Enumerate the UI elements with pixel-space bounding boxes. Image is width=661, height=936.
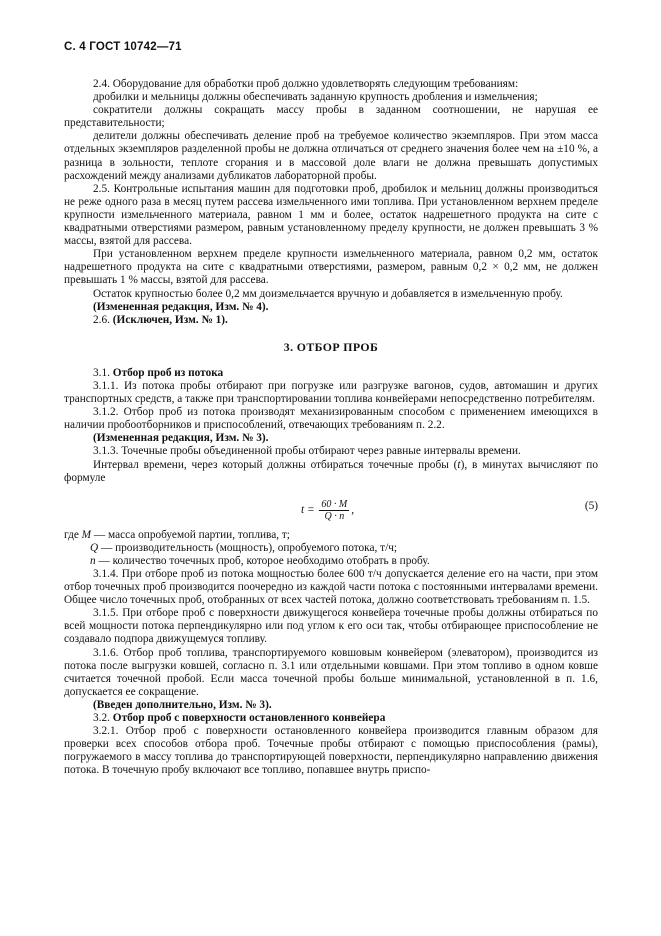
formula-5: [64, 493, 598, 523]
formula-fraction: [319, 499, 349, 522]
interval-text-end: ), в минутах вычисляют по формуле: [64, 458, 599, 484]
subsection-title: Отбор проб из потока: [112, 366, 224, 379]
paragraph-2-5: 2.5. Контрольные испытания машин для подготовки проб, дробилок и мельниц должны производиться не реже одного раза в месяц путем рассева измельченного ими топлива. При установленном верхнем пределе крупности измельченного материала, равном 1 мм и более, остаток надрешетного продукта на сите с квадратными отверстиями размером, равным установленному пределу крупности, не должен превышать 3 % массы, взятой для рассева.: [64, 182, 598, 248]
excluded-note: (Исключен, Изм. № 1).: [112, 313, 228, 326]
definition-m: — масса опробуемой партии, топлива, т;: [91, 528, 290, 541]
paragraph-crushers: дробилки и мельницы должны обеспечивать заданную крупность дробления и измельчения;: [93, 91, 538, 104]
paragraph-3-2-1: 3.2.1. Отбор проб с поверхности остановленного конвейера производится главным образом для проверки всех способов отбора проб. Точечные пробы отбирают с помощью приспособления (рамы), погружаемого в массу топлива до транспортирующей поверхности, перпендикулярно направлению движения потока. В точечную пробу включают все топливо, попавшее внутрь приспо-: [64, 725, 598, 777]
paragraph-interval: [64, 459, 598, 485]
paragraph-dividers: делители должны обеспечивать деление проб на требуемое количество экземпляров. При этом масса отдельных экземпляров разделенной пробы не должна отличаться от среднего значения более чем на ±10 %, а разница в зольности, теплоте сгорания и в массовой доле влаги не должна превышать допустимых расхождений между анализами дубликатов лабораторной пробы.: [64, 130, 598, 182]
formula-numerator: 60 · M: [321, 498, 348, 510]
variable-t: t: [457, 458, 461, 471]
symbol-m: M: [81, 528, 92, 541]
amendment-note-4: (Измененная редакция, Изм. № 4).: [93, 300, 269, 313]
document-body: [64, 78, 598, 778]
subsection-number: 3.1.: [93, 366, 110, 379]
symbol-n: n: [90, 554, 96, 567]
paragraph-upper-limit: При установленном верхнем пределе крупности измельченного материала, равном 0,2 мм, остаток надрешетного продукта на сите с квадратными отверстиями, размером, равным 0,2 × 0,2 мм, не должен превышать 1 % массы, взятой для рассева.: [64, 248, 598, 287]
paragraph-2-4: 2.4. Оборудование для обработки проб должно удовлетворять следующим требованиям:: [93, 78, 519, 90]
paragraph-2-6: [64, 314, 598, 327]
subsection-3-1: [64, 367, 598, 380]
subsection-number: 3.2.: [93, 712, 110, 725]
paragraph-3-1-1: 3.1.1. Из потока пробы отбирают при погрузке или разгрузке вагонов, судов, автомашин и других транспортных средств, а также при транспортировании топлива конвейерами непосредственно потребителям.: [64, 379, 598, 406]
paragraph-3-1-5: 3.1.5. При отборе проб с поверхности движущегося конвейера точечные пробы должны отбираться по всей мощности потока перпендикулярно или под углом к его оси так, чтобы отбирающее приспособление не создавало подпора движущемуся топливу.: [64, 607, 598, 646]
definition-q: — производительность (мощность), опробуемого потока, т/ч;: [98, 541, 398, 554]
page-header: С. 4 ГОСТ 10742—71: [64, 41, 182, 53]
equation-number: (5): [584, 499, 598, 512]
definition-q-line: [64, 542, 598, 555]
section-title: 3. ОТБОР ПРОБ: [283, 339, 379, 354]
where-line: [64, 529, 598, 542]
paragraph-number: 2.6.: [93, 313, 110, 326]
paragraph-reducers: сократители должны сокращать массу пробы в заданном соотношении, не нарушая ее представительности;: [64, 104, 598, 130]
paragraph-3-1-2: 3.1.2. Отбор проб из потока производят механизированным способом с применением имеющихся в наличии пробоотборников и приспособлений, отвечающих требованиям п. 2.2.: [64, 406, 598, 432]
interval-text-start: Интервал времени, через который должны отбираться точечные пробы (: [93, 458, 458, 471]
formula-lhs: t =: [301, 503, 315, 516]
definition-n-line: [64, 555, 598, 568]
amendment-note-added: (Введен дополнительно, Изм. № 3).: [93, 698, 272, 711]
subsection-3-2: [64, 712, 598, 725]
where-prefix: где: [64, 528, 79, 541]
paragraph-3-1-4: 3.1.4. При отборе проб из потока мощностью более 600 т/ч допускается деление его на части, при этом отбор точечных проб производится поочередно из каждой части потока с постоянными интервалами времени. Общее число точечных проб, отобранных от всех частей потока, должно соответствовать требованиям п. 1.5.: [64, 568, 598, 607]
definition-n: — количество точечных проб, которое необходимо отобрать в пробу.: [95, 554, 430, 567]
formula-tail: ,: [351, 503, 355, 516]
amendment-note-3: (Измененная редакция, Изм. № 3).: [93, 432, 269, 445]
formula-expression: [301, 499, 354, 522]
paragraph-residue: Остаток крупностью более 0,2 мм доизмельчается вручную и добавляется в измельченную пробу.: [93, 287, 563, 300]
paragraph-3-1-3: 3.1.3. Точечные пробы объединенной пробы отбирают через равные интервалы времени.: [93, 445, 521, 458]
paragraph-3-1-6: 3.1.6. Отбор проб топлива, транспортируемого ковшовым конвейером (элеватором), производится из потока после выгрузки ковшей, согласно п. 3.1 или отдельными ковшами. При этом топливо в одном ковше считается точечной пробой. Если масса точечной пробы больше минимальной, установленной в п. 1.6, допускается ее сокращение.: [64, 646, 598, 698]
subsection-title: Отбор проб с поверхности остановленного конвейера: [112, 712, 386, 725]
formula-denominator: Q · n: [324, 510, 345, 522]
symbol-q: Q: [90, 541, 99, 554]
